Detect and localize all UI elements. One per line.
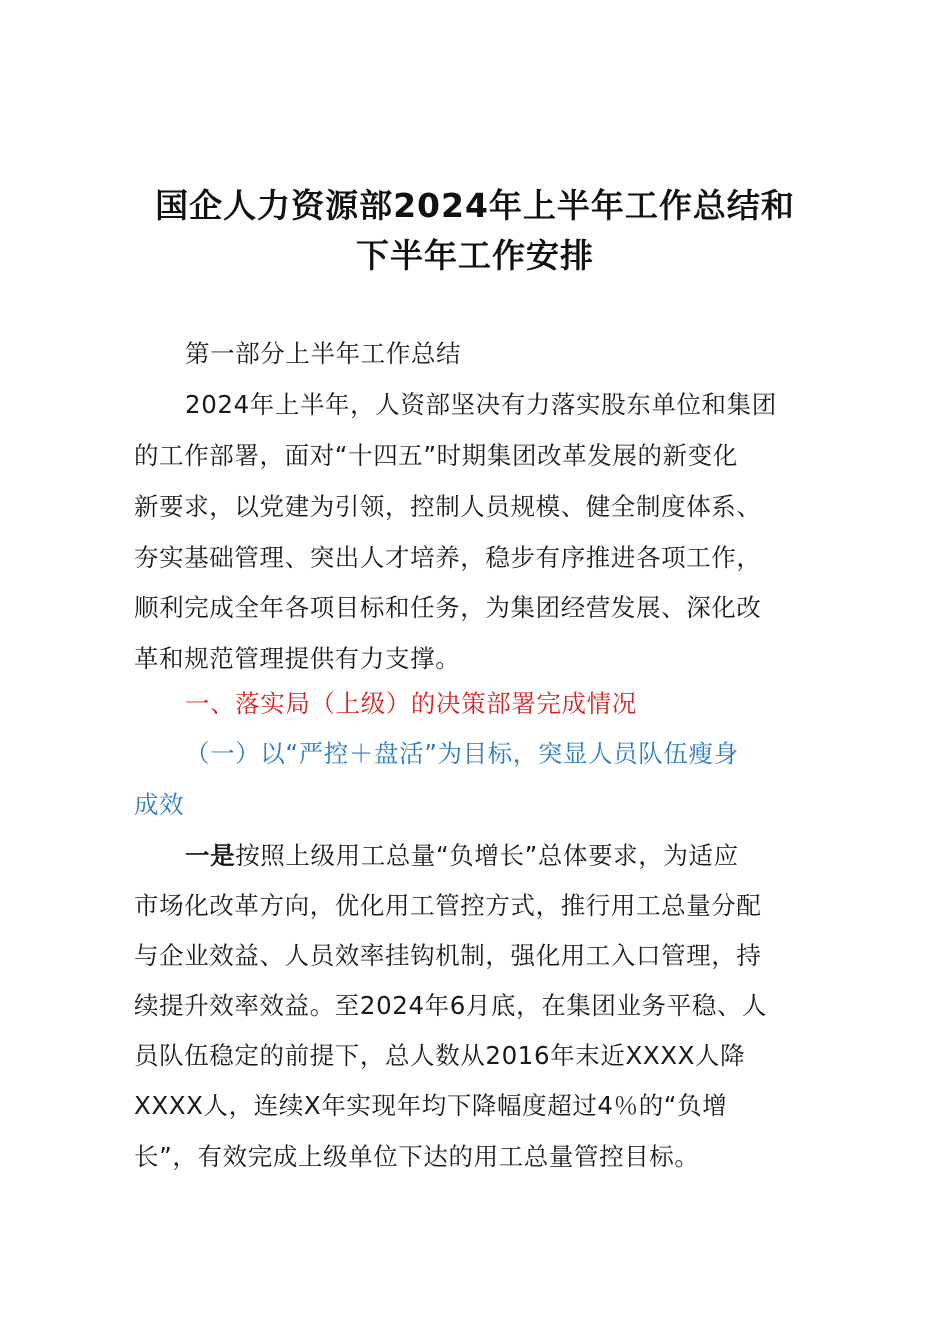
subsection-heading-1-line-2: 成效 xyxy=(134,790,185,819)
intro-line-2: 的工作部署，面对“十四五”时期集团改革发展的新变化 xyxy=(134,441,738,470)
intro-line-6: 革和规范管理提供有力支撑。 xyxy=(134,644,461,673)
subsection-heading-1-line-1: （一）以“严控＋盘活”为目标，突显人员队伍瘦身 xyxy=(185,739,739,768)
intro-line-1: 2024年上半年，人资部坚决有力落实股东单位和集团 xyxy=(185,390,777,419)
point-1-line-6: XXXX人，连续X年实现年均下降幅度超过4％的“负增 xyxy=(134,1091,728,1120)
document-title-line-2: 下半年工作安排 xyxy=(356,236,594,275)
point-1-line-7: 长”，有效完成上级单位下达的用工总量管控目标。 xyxy=(134,1142,700,1171)
point-1-line-5: 员队伍稳定的前提下，总人数从2016年末近XXXX人降 xyxy=(134,1041,746,1070)
intro-line-5: 顺利完成全年各项目标和任务，为集团经营发展、深化改 xyxy=(134,593,762,622)
intro-line-3: 新要求，以党建为引领，控制人员规模、健全制度体系、 xyxy=(134,492,762,521)
point-1-line-3: 与企业效益、人员效率挂钩机制，强化用工入口管理，持 xyxy=(134,941,762,970)
part-heading: 第一部分上半年工作总结 xyxy=(185,339,462,368)
document-title-line-1: 国企人力资源部2024年上半年工作总结和 xyxy=(155,186,795,225)
point-1-lead: 一是 xyxy=(185,841,236,870)
point-1-line-1-text: 按照上级用工总量“负增长”总体要求，为适应 xyxy=(235,841,739,870)
point-1-line-1 xyxy=(185,836,739,876)
point-1-line-2: 市场化改革方向，优化用工管控方式，推行用工总量分配 xyxy=(134,891,762,920)
point-1-line-4: 续提升效率效益。至2024年6月底，在集团业务平稳、人 xyxy=(134,991,768,1020)
section-heading-1: 一、落实局（上级）的决策部署完成情况 xyxy=(185,689,637,718)
intro-line-4: 夯实基础管理、突出人才培养，稳步有序推进各项工作， xyxy=(134,543,762,572)
